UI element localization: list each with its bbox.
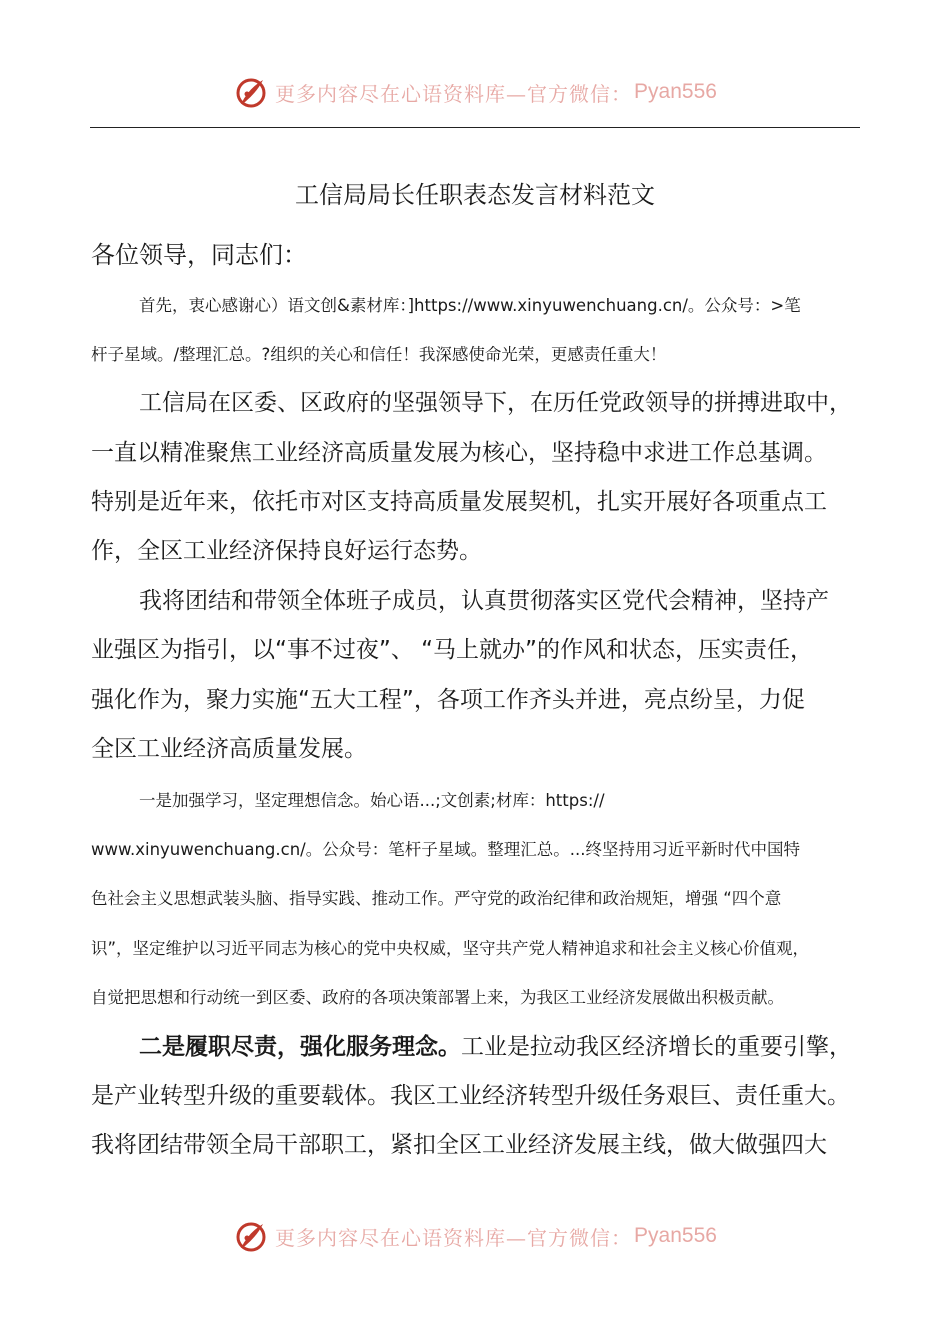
quill-logo-icon [233,74,269,110]
greeting: 各位领导，同志们： [91,241,307,269]
paragraph-line: 是产业转型升级的重要载体。我区工业经济转型升级任务艰巨、责任重大。 [91,1083,850,1109]
paragraph-line [139,1030,852,1064]
paragraph-line: 业强区为指引，以“事不过夜”、 “马上就办”的作风和状态，压实责任， [91,637,813,663]
paragraph-line: 强化作为，聚力实施“五大工程”，各项工作齐头并进，亮点纷呈，力促 [91,687,805,713]
paragraph-line: 自觉把思想和行动统一到区委、政府的各项决策部署上来，为我区工业经济发展做出积极贡献。 [91,988,784,1007]
bold-lead-text: 二是履职尽责，强化服务理念。 [139,1034,461,1060]
watermark-id: Pyan556 [634,80,717,103]
watermark-banner-top [0,70,950,114]
watermark-banner-bottom [0,1214,950,1258]
paragraph-line: 一直以精准聚焦工业经济高质量发展为核心，坚持稳中求进工作总基调。 [91,440,827,466]
paragraph-line: 特别是近年来，依托市对区支持高质量发展契机，扎实开展好各项重点工 [91,489,827,515]
paragraph-line: 全区工业经济高质量发展。 [91,736,367,762]
watermark-id: Pyan556 [634,1224,717,1247]
document-title: 工信局局长任职表态发言材料范文 [295,181,655,209]
quill-logo-icon [233,1218,269,1254]
paragraph-line: 识”，坚定维护以习近平同志为核心的党中央权威，坚守共产党人精神追求和社会主义核心价值观， [91,939,810,958]
paragraph-line: 色社会主义思想武装头脑、指导实践、推动工作。严守党的政治纪律和政治规矩，增强 “四个意 [91,889,782,908]
paragraph-line: 工信局在区委、区政府的坚强领导下，在历任党政领导的拼搏进取中， [139,390,852,416]
paragraph-text: 工业是拉动我区经济增长的重要引擎， [461,1034,852,1060]
paragraph-line: 一是加强学习，坚定理想信念。始心语...;文创素;材库：https:// [139,791,605,810]
paragraph-line: 我将团结和带领全体班子成员，认真贯彻落实区党代会精神，坚持产 [139,588,829,614]
paragraph-line: 作，全区工业经济保持良好运行态势。 [91,538,482,564]
header-rule [90,127,860,128]
paragraph-line: 我将团结带领全局干部职工，紧扣全区工业经济发展主线，做大做强四大 [91,1132,827,1158]
watermark-text: 更多内容尽在心语资料库—官方微信： [275,81,633,106]
watermark-text: 更多内容尽在心语资料库—官方微信： [275,1225,633,1250]
paragraph-line: 杆子星域。/整理汇总。?组织的关心和信任！我深感使命光荣，更感责任重大！ [91,345,667,364]
paragraph-line: www.xinyuwenchuang.cn/。公众号：笔杆子星域。整理汇总。...终坚持用习近平新时代中国特 [91,840,800,859]
paragraph-line: 首先，衷心感谢心）语文创&素材库：]https://www.xinyuwenchuang.cn/。公众号：>笔 [139,296,801,315]
